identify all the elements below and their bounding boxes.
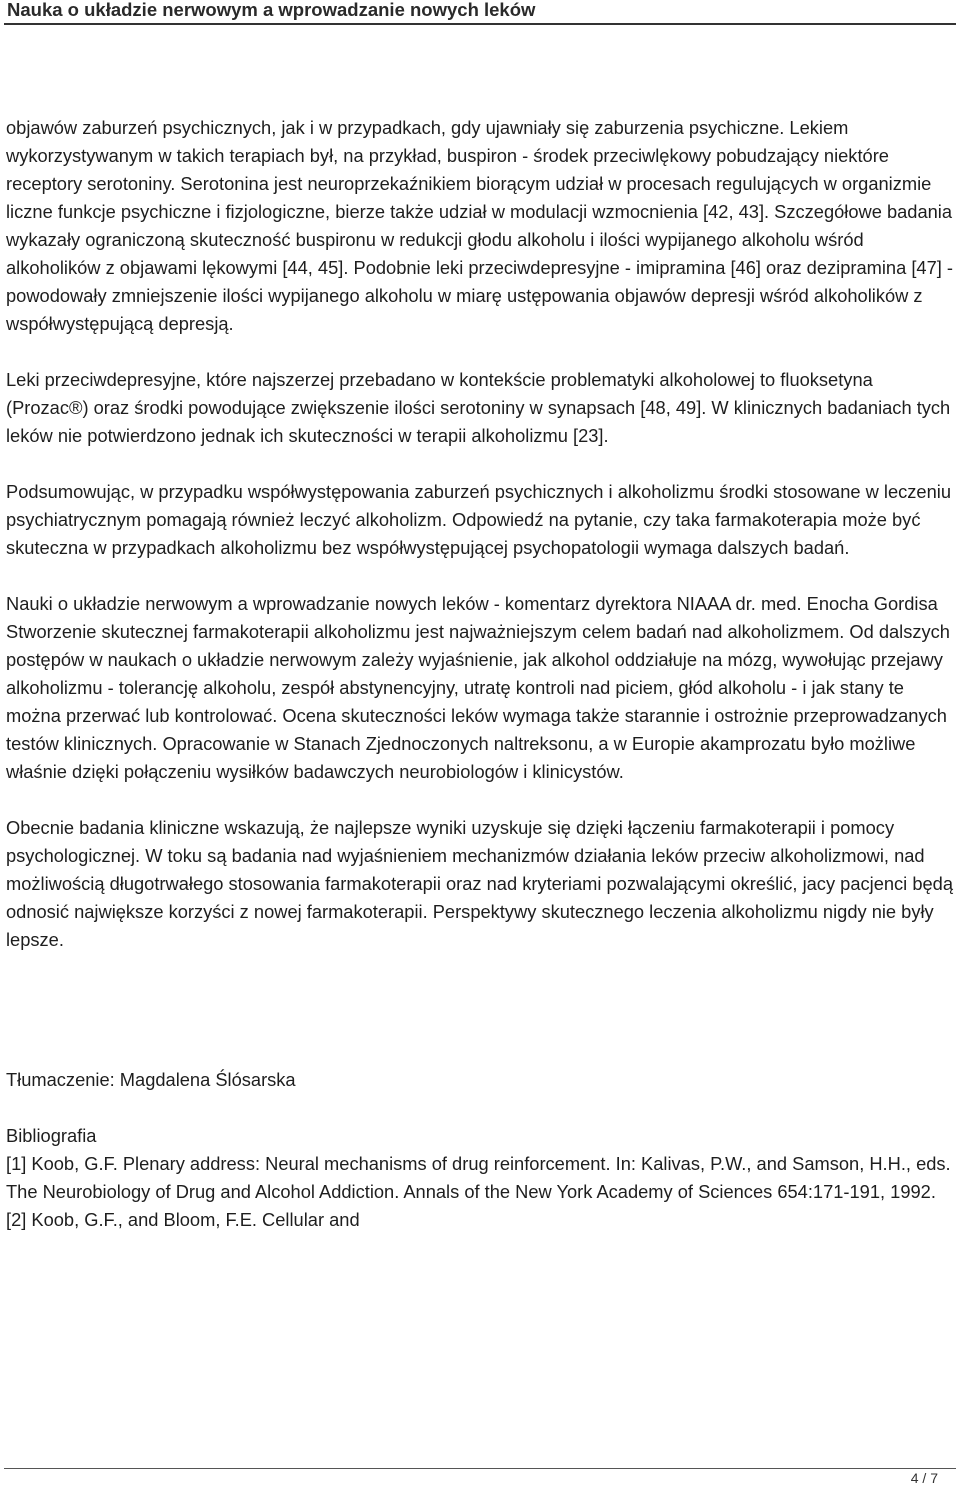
page-number: 4 / 7 xyxy=(910,1470,938,1486)
paragraph-buspiron: objawów zaburzeń psychicznych, jak i w przypadkach, gdy ujawniały się zaburzenia psychiczne. Lekiem wykorzystywanym w takich terapiach był, na przykład, buspiron - środek przeciwlękowy pobudzający niektóre receptory serotoniny. Serotonina jest neuroprzekaźnikiem biorącym udział w procesach regulujących w organizmie liczne funkcje psychiczne i fizjologiczne, bierze także udział w modulacji wzmocnienia [42, 43]. Szczegółowe badania wykazały ograniczoną skuteczność buspironu w redukcji głodu alkoholu i ilości wypijanego alkoholu wśród alkoholików z objawami lękowymi [44, 45]. Podobnie leki przeciwdepresyjne - imipramina [46] oraz dezipramina [47] - powodowały zmniejszenie ilości wypijanego alkoholu w miarę ustępowania objawów depresji wśród alkoholików z współwystępującą depresją. xyxy=(6,117,954,334)
page-header xyxy=(0,0,960,34)
paragraph-antidepressants: Leki przeciwdepresyjne, które najszerzej przebadano w kontekście problematyki alkoholowej to fluoksetyna (Prozac®) oraz środki powodujące zwiększenie ilości serotoniny w synapsach [48, 49]. W klinicznych badaniach tych leków nie potwierdzono jednak ich skuteczności w terapii alkoholizmu [23]. xyxy=(6,369,951,446)
document-title: Nauka o układzie nerwowym a wprowadzanie nowych leków xyxy=(7,0,536,20)
header-divider xyxy=(4,23,956,25)
section-closing: Obecnie badania kliniczne wskazują, że najlepsze wyniki uzyskuje się dzięki łączeniu farmakoterapii i pomocy psychologicznej. W toku są badania nad wyjaśnieniem mechanizmów działania leków przeciw alkoholizmowi, nad możliwością długotrwałego stosowania farmakoterapii oraz nad kryteriami pozwalającymi określić, jacy pacjenci będą odnosić największe korzyści z nowej farmakoterapii. Perspektywy skutecznego leczenia alkoholizmu nigdy nie były lepsze. xyxy=(6,817,953,950)
vertical-spacer xyxy=(6,982,956,1066)
bibliography-entries: [1] Koob, G.F. Plenary address: Neural mechanisms of drug reinforcement. In: Kalivas, P.W., and Samson, H.H., eds. The Neurobiology of Drug and Alcohol Addiction. Annals of the New York Academy of Sciences 654:171-191, 1992. [2] Koob, G.F., and Bloom, F.E. Cellular and xyxy=(6,1153,951,1230)
section-body: Stworzenie skutecznej farmakoterapii alkoholizmu jest najważniejszym celem badań nad alkoholizmem. Od dalszych postępów w naukach o układzie nerwowym zależy wyjaśnienie, jak alkohol oddziałuje na mózg, wywołując przejawy alkoholizmu - tolerancję alkoholu, zespół abstynencyjny, utratę kontroli nad piciem, głód alkoholu - i jak stany te można przerwać lub kontrolować. Ocena skuteczności leków wymaga także starannie i ostrożnie przeprowadzanych testów klinicznych. Opracowanie w Stanach Zjednoczonych naltreksonu, a w Europie akamprozatu było możliwe właśnie dzięki połączeniu wysiłków badawczych neurobiologów i klinicystów. xyxy=(6,621,950,782)
document-body xyxy=(6,114,956,1234)
section-heading: Nauki o układzie nerwowym a wprowadzanie nowych leków - komentarz dyrektora NIAAA dr. med. Enocha Gordisa xyxy=(6,593,938,614)
footer-divider xyxy=(4,1468,956,1469)
translation-credit: Tłumaczenie: Magdalena Ślósarska xyxy=(6,1069,296,1090)
bibliography-heading: Bibliografia xyxy=(6,1125,97,1146)
paragraph-summary: Podsumowując, w przypadku współwystępowania zaburzeń psychicznych i alkoholizmu środki stosowane w leczeniu psychiatrycznym pomagają również leczyć alkoholizm. Odpowiedź na pytanie, czy taka farmakoterapia może być skuteczna w przypadkach alkoholizmu bez współwystępującej psychopatologii wymaga dalszych badań. xyxy=(6,481,951,558)
